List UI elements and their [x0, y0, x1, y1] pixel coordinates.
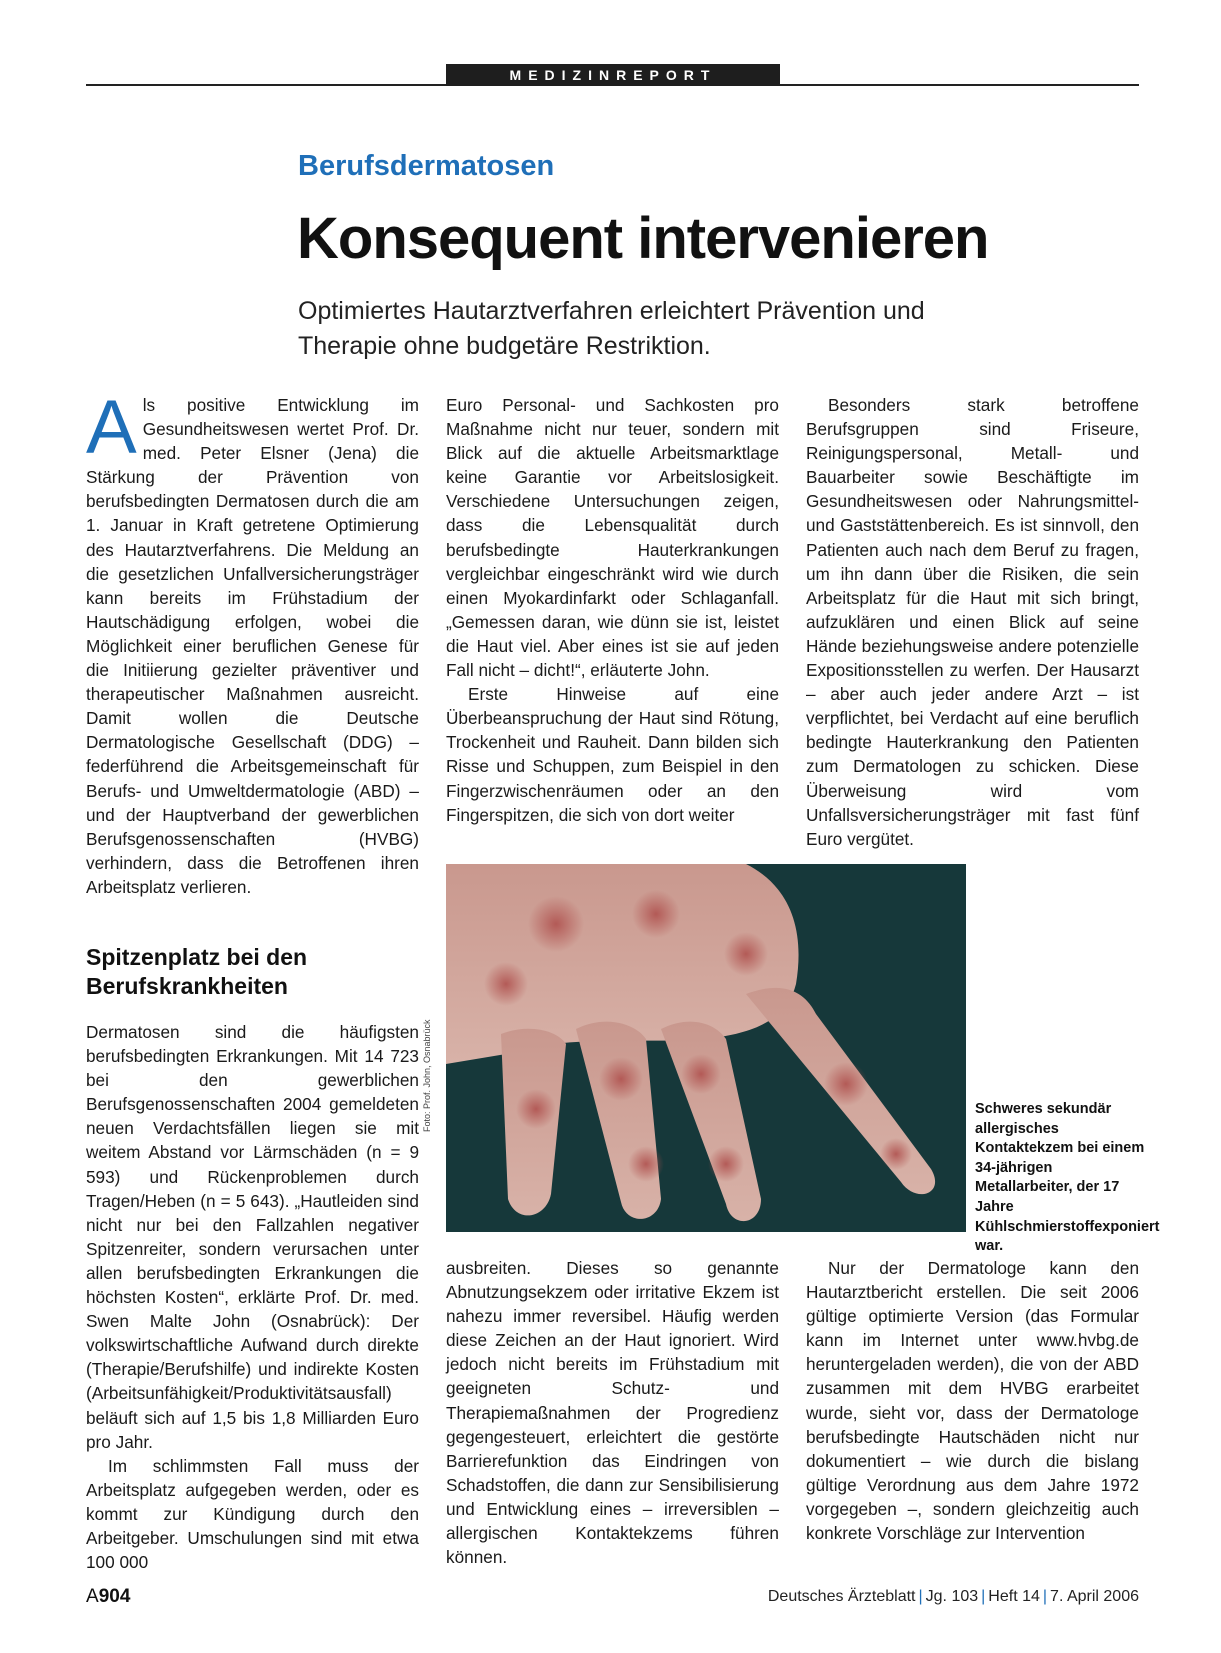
subtitle-line-1: Optimiertes Hautarztverfahren erleichtert Prävention und: [298, 297, 925, 325]
column-2-top: [446, 393, 779, 827]
column-3-bottom: [806, 1256, 1139, 1545]
paragraph-first-signs: Erste Hinweise auf eine Überbeanspruchung der Haut sind Rötung, Trockenheit und Rauheit. Dann bilden sich Risse und Schuppen, zum Beispiel in den Fingerzwischenräumen oder an den Fingerspitzen, die sich von dort weiter: [446, 684, 779, 825]
column-1-bottom: [86, 1020, 419, 1574]
paragraph-occupations: Besonders stark betroffene Berufsgruppen sind Friseure, Reinigungspersonal, Metall- und Bauarbeiter sowie Beschäftigte im Gesundheitswesen oder Nahrungsmittel- und Gaststättenbereich. Es ist sinnvoll, den Patienten auch nach dem Beruf zu fragen, um ihn dann über die Risiken, die sein Arbeitsplatz für die Haut mit sich bringt, aufzuklären und einen Blick auf seine Hände beziehungsweise andere potenzielle Expositionsstellen zu werfen. Der Hausarzt – aber auch jeder andere Arzt – ist verpflichtet, bei Verdacht auf eine beruflich bedingte Hauterkrankung den Patienten zum Dermatologen zu schicken. Diese Überweisung wird vom Unfallsversicherungsträger mit fast fünf Euro vergütet.: [806, 395, 1139, 849]
article-kicker: Berufsdermatosen: [298, 150, 555, 182]
paragraph-intro: Als positive Entwicklung im Gesundheitswesen wertet Prof. Dr. med. Peter Elsner (Jena) die Stärkung der Prävention von berufsbedingten Dermatosen durch die am 1. Januar in Kraft getretene Optimierung des Hautarztverfahrens. Die Meldung an die gesetzlichen Unfallversicherungsträger kann bereits im Frühstadium der Hautschädigung erfolgen, wobei die Möglichkeit einer beruflichen Genese für die Initiierung gezielter präventiver und therapeutischer Maßnahmen ausreicht. Damit wollen die Deutsche Dermatologische Gesellschaft (DDG) – federführend die Arbeitsgemeinschaft für Berufs- und Umweltdermatologie (ABD) – und der Hauptverband der gewerblichen Berufsgenossenschaften (HVBG) verhindern, dass die Betroffenen ihren Arbeitsplatz verlieren.: [86, 385, 419, 897]
drop-cap: A: [86, 385, 137, 470]
photo-credit: Foto: Prof. John, Osnabrück: [422, 1019, 432, 1132]
paragraph-wear-eczema: ausbreiten. Dieses so genannte Abnutzungsekzem oder irritative Ekzem ist nahezu immer reversibel. Häufig werden diese Zeichen an der Haut ignoriert. Wird jedoch nicht bereits im Frühstadium mit geeigneten Schutz- und Therapiemaßnahmen der Progredienz gegengesteuert, erleichtert die gestörte Barrierefunktion das Eindringen von Schadstoffen, die dann zur Sensibilisierung und Entwicklung eines – irreversiblen – allergischen Kontaktekzems führen können.: [446, 1258, 779, 1568]
journal-date: 7. April 2006: [1050, 1588, 1139, 1605]
section-label: MEDIZINREPORT: [446, 64, 780, 86]
figure-caption: Schweres sekundär allergisches Kontaktekzem bei einem 34-jährigen Metallarbeiter, der 17 Jahre Kühlschmierstoffexponiert war.: [975, 1101, 1160, 1255]
column-3-top: [806, 393, 1139, 851]
subtitle-line-2: Therapie ohne budgetäre Restriktion.: [298, 332, 711, 360]
paragraph-dermatoses: Dermatosen sind die häufigsten berufsbedingten Erkrankungen. Mit 14 723 bei den gewerblichen Berufsgenossenschaften 2004 gemeldeten neuen Verdachtsfällen liegen sie mit weitem Abstand vor Lärmschäden (n = 9 593) und Rückenproblemen durch Tragen/Heben (n = 5 643). „Hautleiden sind nicht nur bei den Fallzahlen negativer Spitzenreiter, sondern verursachen unter allen berufsbedingten Erkrankungen die höchsten Kosten“, erklärte Prof. Dr. med. Swen Malte John (Osnabrück): Der volkswirtschaftliche Aufwand durch direkte (Therapie/Berufshilfe) und indirekte Kosten (Arbeitsunfähigkeit/Produktivitätsausfall) beläuft sich auf 1,5 bis 1,8 Milliarden Euro pro Jahr.: [86, 1022, 419, 1452]
column-2-bottom: [446, 1256, 779, 1569]
journal-issue: Heft 14: [988, 1588, 1040, 1605]
paragraph-costs: Euro Personal- und Sachkosten pro Maßnahme nicht nur teuer, sondern mit Blick auf die aktuelle Arbeitsmarktlage keine Garantie vor Arbeitslosigkeit. Verschiedene Untersuchungen zeigen, dass die Lebensqualität durch berufsbedingte Hauterkrankungen vergleichbar eingeschränkt wird wie durch einen Myokardinfarkt oder Schlaganfall. „Gemessen daran, wie dünn sie ist, leistet die Haut viel. Aber eines ist sie auf jeden Fall nicht – dicht!“, erläuterte John.: [446, 395, 779, 681]
hand-eczema-photo: [446, 864, 966, 1232]
paragraph-worst-case: Im schlimmsten Fall muss der Arbeitsplatz aufgegeben werden, oder es kommt zur Kündigung durch den Arbeitgeber. Umschulungen sind mit etwa 100 000: [86, 1455, 419, 1573]
paragraph-dermatologist-report: Nur der Dermatologe kann den Hautarztbericht erstellen. Die seit 2006 gültige optimierte Version (das Formular kann im Internet unter www.hvbg.de heruntergeladen werden), die von der ABD zusammen mit dem HVBG erarbeitet wurde, sieht vor, dass der Dermatologe berufsbedingte Hautschäden nicht nur dokumentiert – wie durch die bislang gültige Verordnung aus dem Jahre 1972 vorgegeben –, sondern gleichzeitig auch konkrete Vorschläge zur Intervention: [806, 1258, 1139, 1544]
journal-name: Deutsches Ärzteblatt: [767, 1588, 916, 1605]
page-number: A904: [86, 1586, 131, 1607]
journal-footer: Deutsches Ärzteblatt | Jg. 103 | Heft 14 | 7. April 2006: [767, 1588, 1139, 1605]
subsection-heading: Spitzenplatz bei den Berufskrankheiten: [86, 944, 308, 999]
hand-illustration: [446, 864, 966, 1232]
column-1-top: [86, 385, 419, 899]
journal-volume: Jg. 103: [925, 1588, 979, 1605]
article-subtitle: [298, 294, 978, 364]
article-title: Konsequent intervenieren: [297, 206, 989, 271]
